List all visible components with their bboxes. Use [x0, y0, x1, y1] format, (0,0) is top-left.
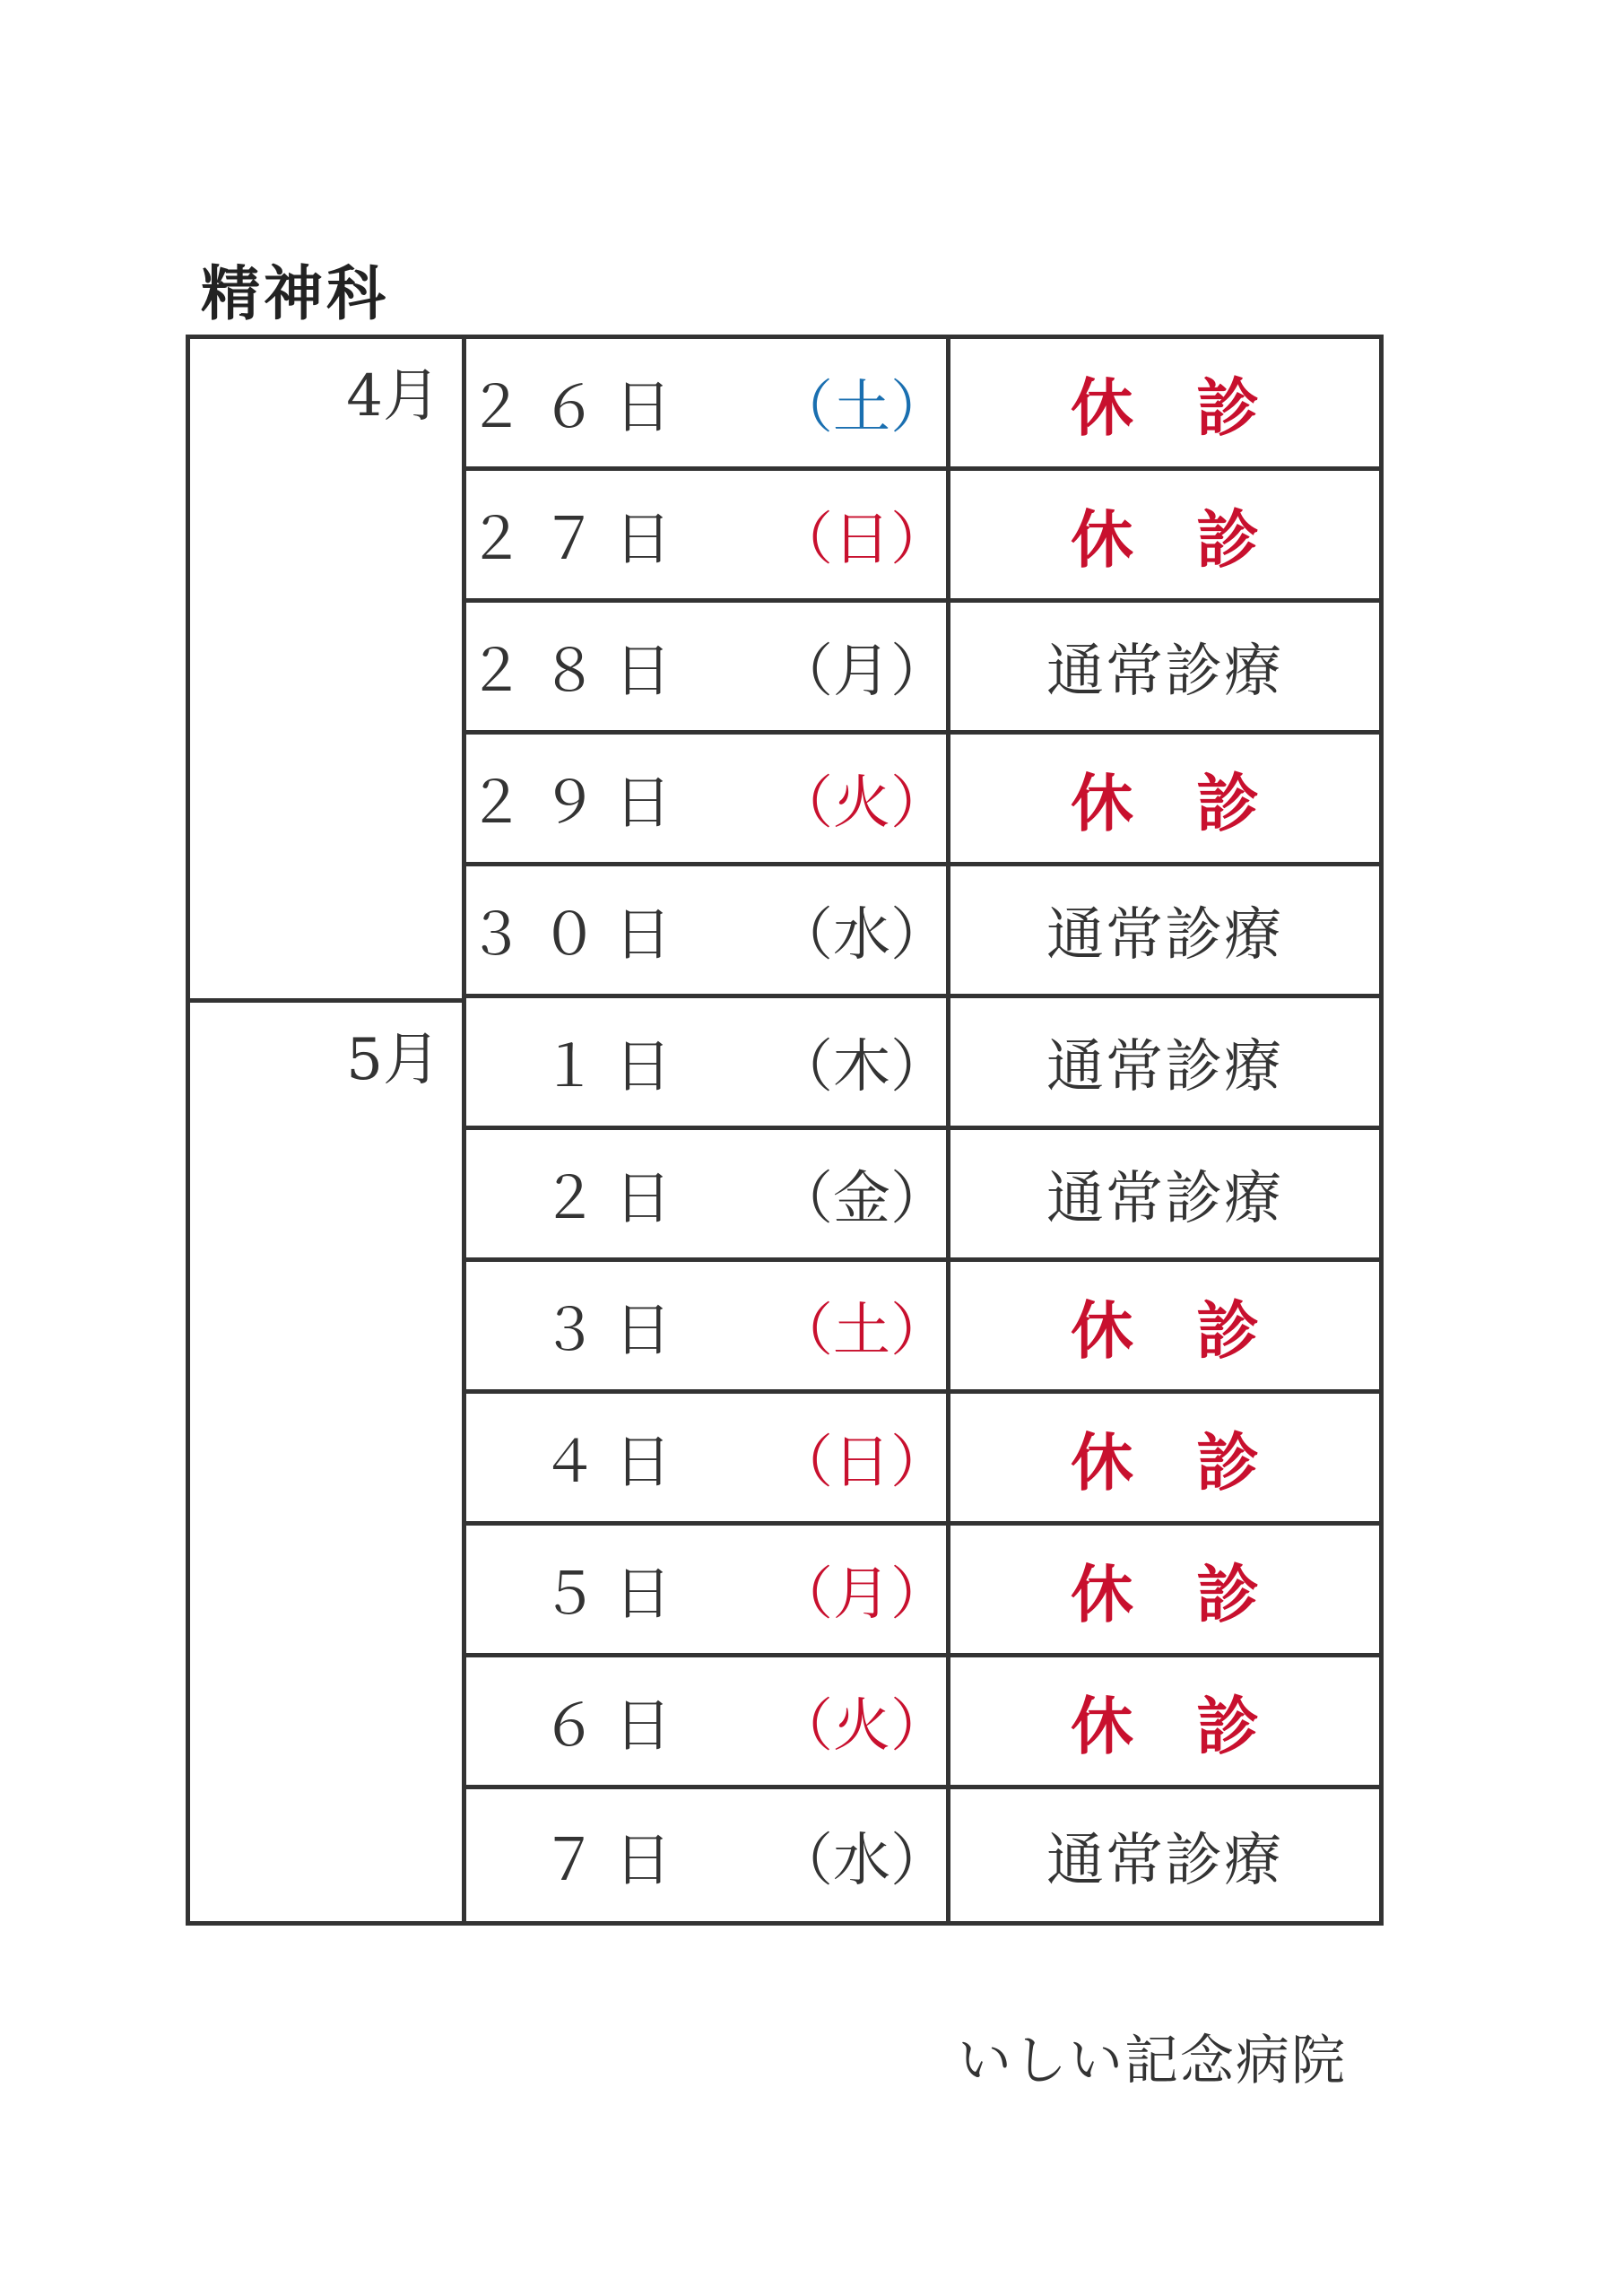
- status-cell: [950, 866, 1379, 998]
- date-number: ２６日: [467, 375, 688, 441]
- status-cell: [950, 1130, 1379, 1262]
- date-number: ２９日: [467, 770, 688, 837]
- date-number: ５日: [541, 1561, 688, 1628]
- weekday-label: （月）: [776, 639, 948, 705]
- date-cell: [466, 603, 950, 735]
- weekday-label: （金）: [776, 1166, 948, 1232]
- status-closed: 休 診: [1071, 1689, 1259, 1763]
- weekday-label: （火）: [776, 770, 948, 837]
- status-cell: [950, 471, 1379, 603]
- status-normal: 通常診療: [1046, 1166, 1283, 1232]
- date-number: ６日: [541, 1693, 688, 1760]
- department-title: 精神科: [201, 259, 389, 328]
- status-closed: 休 診: [1071, 766, 1259, 840]
- status-normal: 通常診療: [1046, 1034, 1283, 1100]
- status-closed: 休 診: [1071, 370, 1259, 445]
- date-cell: [466, 735, 950, 866]
- month-label-april: 4月: [190, 339, 466, 998]
- date-cell: [466, 1789, 950, 1921]
- weekday-label: （火）: [776, 1693, 948, 1760]
- status-cell: [950, 1526, 1379, 1657]
- status-cell: [950, 735, 1379, 866]
- status-closed: 休 診: [1071, 502, 1259, 577]
- weekday-label: （水）: [776, 1827, 948, 1894]
- weekday-label: （月）: [776, 1561, 948, 1628]
- weekday-label: （土）: [776, 375, 948, 441]
- status-normal: 通常診療: [1046, 1827, 1283, 1894]
- status-closed: 休 診: [1071, 1557, 1259, 1631]
- status-normal: 通常診療: [1046, 639, 1283, 705]
- weekday-label: （日）: [776, 507, 948, 573]
- date-cell: [466, 1394, 950, 1526]
- date-number: ７日: [541, 1827, 688, 1894]
- weekday-label: （水）: [776, 902, 948, 969]
- weekday-label: （日）: [776, 1430, 948, 1496]
- date-cell: [466, 1526, 950, 1657]
- status-cell: [950, 603, 1379, 735]
- date-number: ２８日: [467, 639, 688, 705]
- status-normal: 通常診療: [1046, 902, 1283, 969]
- schedule-table: [186, 335, 1384, 1926]
- date-cell: [466, 339, 950, 471]
- date-cell: [466, 1262, 950, 1394]
- month-label-may: 5月: [190, 998, 466, 1921]
- date-cell: [466, 866, 950, 998]
- weekday-label: （土）: [776, 1298, 948, 1364]
- date-cell: [466, 471, 950, 603]
- status-closed: 休 診: [1071, 1293, 1259, 1368]
- date-number: ３０日: [467, 902, 688, 969]
- date-cell: [466, 1130, 950, 1262]
- status-cell: [950, 998, 1379, 1130]
- date-cell: [466, 998, 950, 1130]
- date-number: ２７日: [467, 507, 688, 573]
- date-number: １日: [541, 1034, 688, 1100]
- date-number: ４日: [541, 1430, 688, 1496]
- status-cell: [950, 1262, 1379, 1394]
- status-cell: [950, 1789, 1379, 1921]
- date-number: ３日: [541, 1298, 688, 1364]
- status-closed: 休 診: [1071, 1425, 1259, 1500]
- status-cell: [950, 339, 1379, 471]
- status-cell: [950, 1657, 1379, 1789]
- date-cell: [466, 1657, 950, 1789]
- date-number: ２日: [541, 1166, 688, 1232]
- status-cell: [950, 1394, 1379, 1526]
- weekday-label: （木）: [776, 1034, 948, 1100]
- hospital-name: いしい記念病院: [958, 2030, 1347, 2092]
